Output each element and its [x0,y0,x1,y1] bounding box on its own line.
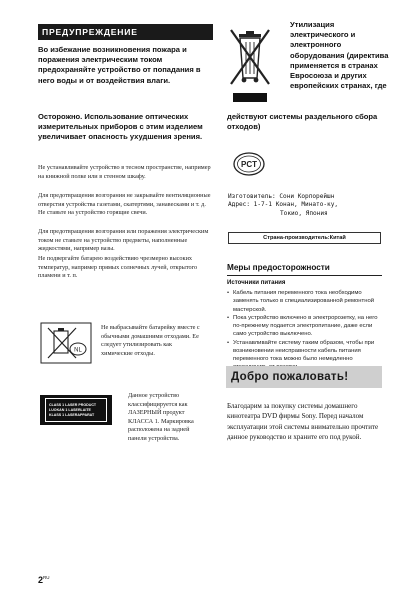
laser-label-line-1: CLASS 1 LASER PRODUCT [49,402,97,407]
recycling-text-continued: действуют системы раздельного сбора отходов) [227,112,378,132]
manufacturer-line-3: Токио, Япония [280,209,328,217]
battery-heat-paragraph: Не подвергайте батарею воздействию чрезмерно высоких температур, например прямых солнечных лучей, открытого пламени и т. п. [38,255,198,280]
warning-optical-paragraph: Осторожно. Использование оптических измерительных приборов с этим изделием увеличивает опасность ухудшения зрения. [38,112,203,142]
welcome-paragraph: Благодарим за покупку системы домашнего кинотеатра DVD фирмы Sony. Перед началом эксплуатации этой системы внимательно прочтите данное руководство и храните его под рукой. [227,402,379,442]
laser-label-line-2: LUOKAN 1 LASERLAITE [49,407,91,412]
power-sources-list [227,289,387,372]
list-item: • Устанавливайте систему таким образом, чтобы при возникновении неисправности кабель питания переменного тока можно было немедленно [227,339,387,372]
svg-text:NL: NL [74,347,82,354]
page-number: $2^{RU}$ [38,575,50,585]
welcome-banner [226,366,382,388]
laser-class-label [40,395,112,425]
ventilation-paragraph: Для предотвращения возгорания не закрывайте вентиляционные отверстия устройства газетами, скатертями, занавесками и т. д. Не ставьте на устройство горящие свечи. [38,192,211,217]
manufacturer-info [228,193,388,218]
svg-text:PCT: PCT [241,160,257,169]
warning-fire-paragraph: Во избежание возникновения пожара и поражения электрическим током предохраняйте устройство от попадания в него воды и от воздействия влаги. [38,45,201,85]
pct-certification-mark-icon [229,150,269,178]
power-sources-heading: Источники питания [227,279,286,286]
manufacturer-line-1: Изготовитель: Сони Корпорейшн [228,193,335,200]
welcome-heading: Добро пожаловать! [231,371,349,383]
list-item: • Пока устройство включено в электророзетку, на него по-прежнему подается электропитание, даже если само устройство выключено. [227,314,387,339]
install-space-paragraph: Не устанавливайте устройство в тесном пространстве, например на книжной полке или в стенном шкафу. [38,164,211,180]
laser-class-text: Данное устройство классифицируется как ЛАЗЕРНЫЙ продукт КЛАССА 1. Маркировка расположена на задней панели устройства. [128,392,194,442]
precautions-divider [227,275,382,276]
battery-disposal-text: Не выбрасывайте батарейку вместе с обычными домашними отходами. Ее следует утилизировать как химические отходы. [101,324,200,357]
recycling-text: Утилизация электрического и электронного оборудования (директива применяется в странах Евросоюза и других европейских странах, где [290,20,389,91]
list-item: • Кабель питания переменного тока необходимо заменять только в специализированной ремонтной мастерской. [227,289,387,314]
country-of-origin-box: Страна-производитель:Китай [228,232,381,244]
manufacturer-line-2: Адрес: 1-7-1 Конан, Минато-ку, [228,201,339,209]
laser-label-line-3: KLASS 1 LASERAPPARAT [49,412,95,417]
weee-bin-icon [225,22,275,112]
battery-disposal-icon [40,322,92,364]
liquids-paragraph: Для предотвращения возгорания или поражения электрическим током не ставьте на устройство предметы, наполненные жидкостями, например вазы. [38,228,209,253]
page-language-code: RU [43,575,50,580]
precautions-heading: Меры предосторожности [227,263,330,272]
warning-heading: ПРЕДУПРЕЖДЕНИЕ [38,24,213,40]
